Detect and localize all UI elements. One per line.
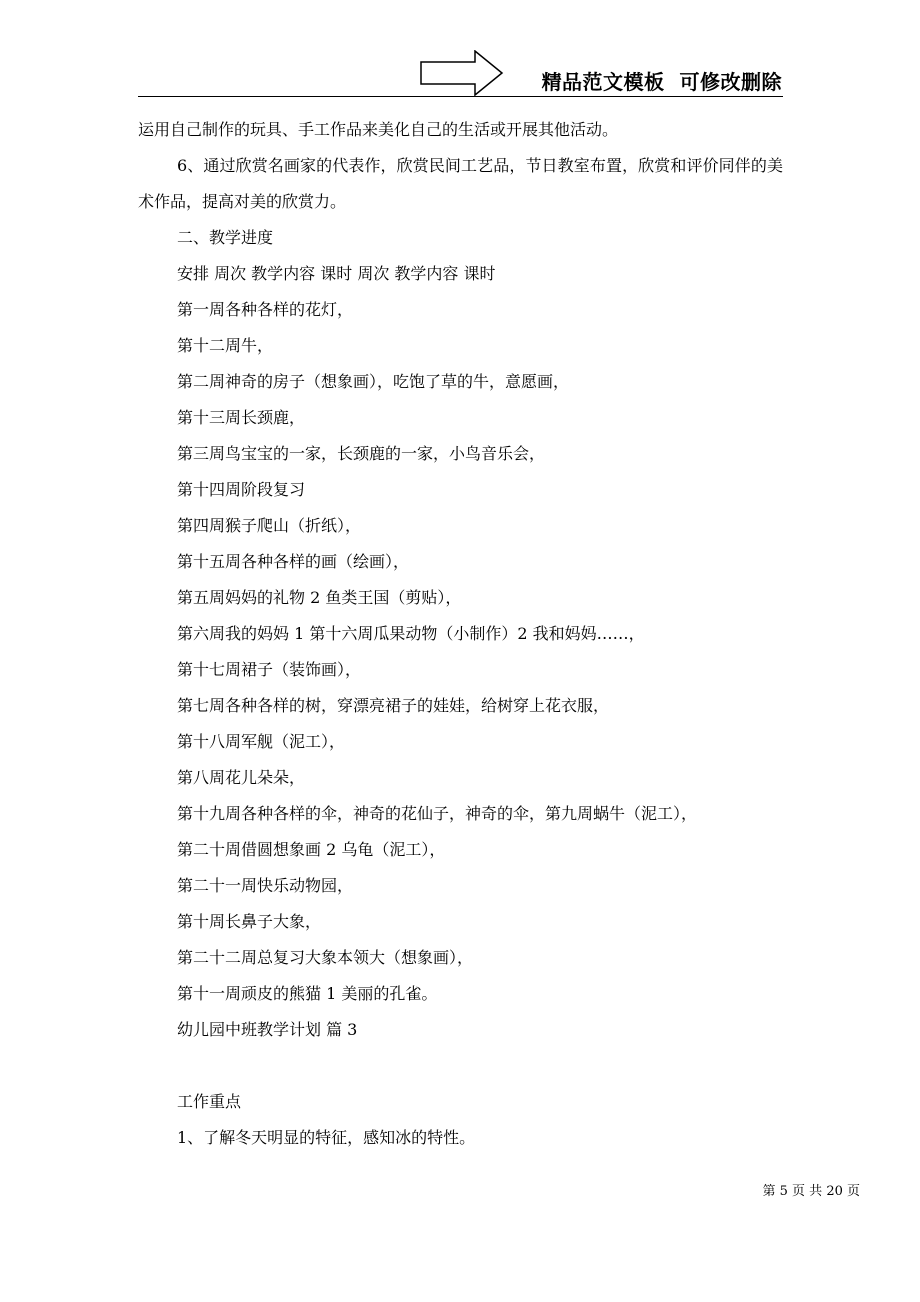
schedule-line: 第二十二周总复习大象本领大（想象画）， (177, 948, 474, 967)
header-divider (138, 96, 783, 97)
schedule-line: 第六周我的妈妈 1 第十六周瓜果动物（小制作）2 我和妈妈……， (177, 624, 645, 643)
schedule-line: 第十四周阶段复习 (177, 480, 306, 499)
section-heading: 二、教学进度 (177, 228, 274, 247)
schedule-line: 第十五周各种各样的画（绘画）， (177, 552, 410, 571)
paragraph: 运用自己制作的玩具、手工作品来美化自己的生活或开展其他活动。 (138, 120, 619, 139)
schedule-line: 第二十周借圆想象画 2 乌龟（泥工）， (177, 840, 446, 859)
section-heading: 工作重点 (177, 1092, 242, 1111)
right-arrow-icon (420, 50, 504, 96)
schedule-line: 第五周妈妈的礼物 2 鱼类王国（剪贴）， (177, 588, 462, 607)
schedule-line: 第十七周裙子（装饰画）， (177, 660, 362, 679)
schedule-line: 第十九周各种各样的伞，神奇的花仙子，神奇的伞，第九周蜗牛（泥工）， (177, 804, 698, 823)
table-header-line: 安排 周次 教学内容 课时 周次 教学内容 课时 (177, 264, 496, 283)
schedule-line: 第四周猴子爬山（折纸）， (177, 516, 362, 535)
schedule-line: 第一周各种各样的花灯， (177, 300, 354, 319)
schedule-line: 第十周长鼻子大象， (177, 912, 322, 931)
page-number: 第 5 页 共 20 页 (762, 1184, 860, 1199)
blank-line (138, 1048, 783, 1084)
schedule-line: 第十三周长颈鹿， (177, 408, 306, 427)
paragraph: 6、通过欣赏名画家的代表作，欣赏民间工艺品，节日教室布置，欣赏和评价同伴的美术作品，提高对美的欣赏力。 (138, 156, 783, 211)
schedule-line: 第七周各种各样的树，穿漂亮裙子的娃娃，给树穿上花衣服， (177, 696, 610, 715)
schedule-line: 第八周花儿朵朵， (177, 768, 306, 787)
document-body (138, 112, 783, 1156)
section-title: 幼儿园中班教学计划 篇 3 (177, 1020, 358, 1039)
page-header (0, 0, 920, 100)
schedule-line: 第三周鸟宝宝的一家，长颈鹿的一家，小鸟音乐会， (177, 444, 546, 463)
schedule-line: 第十二周牛， (177, 336, 274, 355)
schedule-line: 第十一周顽皮的熊猫 1 美丽的孔雀。 (177, 984, 438, 1003)
schedule-line: 第十八周军舰（泥工）， (177, 732, 346, 751)
paragraph: 1、了解冬天明显的特征，感知冰的特性。 (177, 1128, 476, 1147)
schedule-line: 第二周神奇的房子（想象画），吃饱了草的牛，意愿画， (177, 372, 570, 391)
schedule-line: 第二十一周快乐动物园， (177, 876, 354, 895)
header-title: 精品范文模板 可修改删除 (541, 70, 782, 94)
